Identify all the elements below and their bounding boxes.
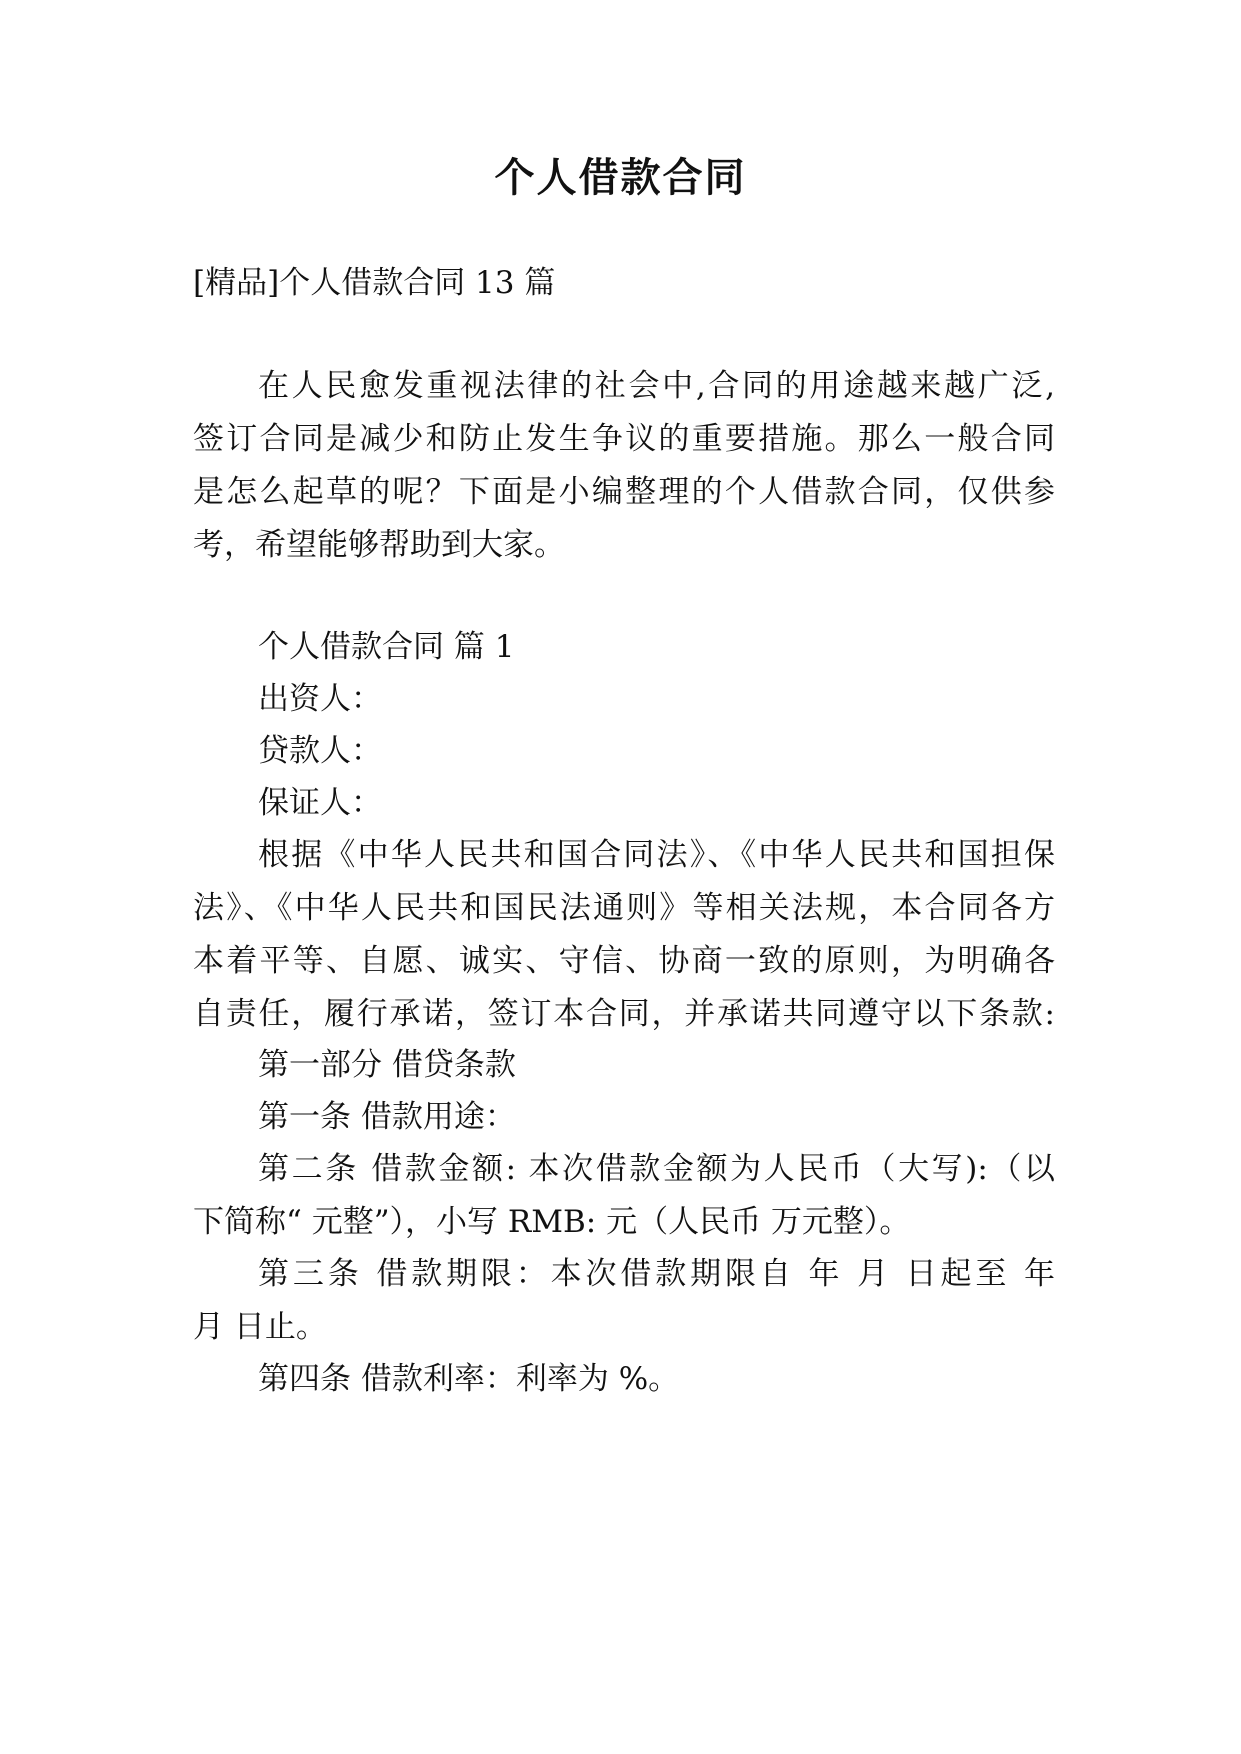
section-heading: 个人借款合同 篇 1 [258, 629, 515, 665]
preamble-line: 根据《中华人民共和国合同法》、《中华人民共和国担保 [258, 837, 1055, 873]
intro-line: 在人民愈发重视法律的社会中,合同的用途越来越广泛, [258, 368, 1055, 404]
article-2-line: 第二条 借款金额: 本次借款金额为人民币（大写):（以 [258, 1151, 1055, 1187]
party-investor: 出资人： [258, 681, 382, 717]
intro-line: 是怎么起草的呢？下面是小编整理的个人借款合同，仅供参 [193, 474, 1055, 510]
article-4: 第四条 借款利率：利率为 %。 [258, 1361, 680, 1397]
article-3-line: 月 日止。 [193, 1309, 327, 1345]
intro-line: 签订合同是减少和防止发生争议的重要措施。那么一般合同 [193, 421, 1055, 457]
party-guarantor: 保证人： [258, 785, 382, 821]
intro-line: 考，希望能够帮助到大家。 [193, 527, 565, 563]
preamble-line: 本着平等、自愿、诚实、守信、协商一致的原则，为明确各 [193, 943, 1055, 979]
preamble-line: 法》、《中华人民共和国民法通则》等相关法规，本合同各方 [193, 890, 1055, 926]
article-3-line: 第三条 借款期限：本次借款期限自 年 月 日起至 年 [258, 1256, 1055, 1292]
document-subtitle: [精品]个人借款合同 13 篇 [193, 265, 556, 301]
party-borrower: 贷款人： [258, 733, 382, 769]
preamble-line: 自责任，履行承诺，签订本合同，并承诺共同遵守以下条款: [193, 996, 1055, 1032]
document-title: 个人借款合同 [494, 155, 747, 201]
article-1: 第一条 借款用途： [258, 1099, 516, 1135]
part-heading: 第一部分 借贷条款 [258, 1047, 516, 1083]
article-2-line: 下简称“ 元整”），小写 RMB: 元（人民币 万元整）。 [193, 1204, 911, 1240]
